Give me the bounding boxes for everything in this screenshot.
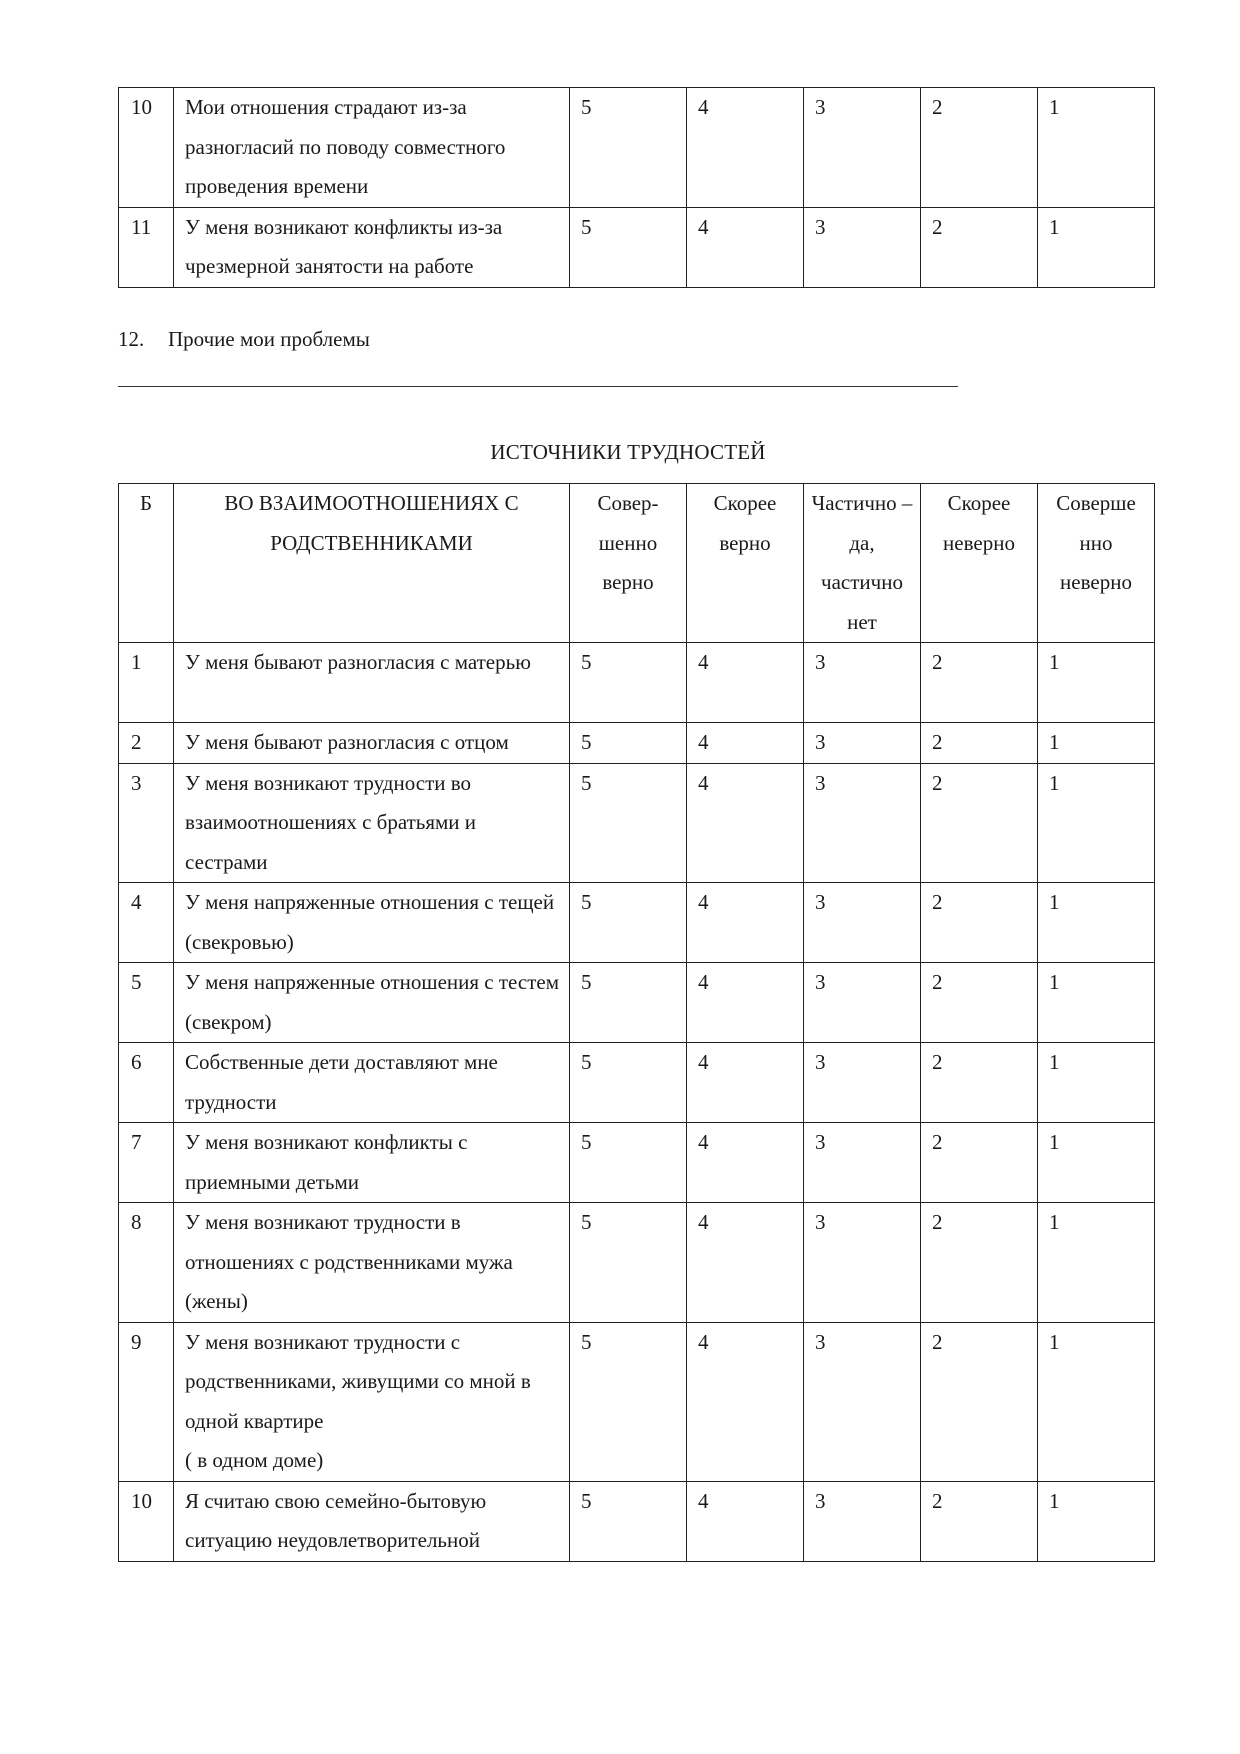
score-1: 1 bbox=[1038, 1481, 1155, 1561]
header-col-fully-true: Совер-шенно верно bbox=[570, 484, 687, 643]
table-row bbox=[119, 1203, 1155, 1323]
score-3: 3 bbox=[804, 88, 921, 208]
score-3: 3 bbox=[804, 1043, 921, 1123]
score-2: 2 bbox=[921, 723, 1038, 764]
table-row bbox=[119, 763, 1155, 883]
other-problems-item bbox=[118, 324, 370, 354]
item-label: Прочие мои проблемы bbox=[168, 327, 370, 351]
row-statement: У меня бывают разногласия с матерью bbox=[174, 643, 570, 723]
score-1: 1 bbox=[1038, 763, 1155, 883]
item-number: 12. bbox=[118, 327, 145, 351]
table-row bbox=[119, 1322, 1155, 1481]
row-number: 8 bbox=[119, 1203, 174, 1323]
score-3: 3 bbox=[804, 207, 921, 287]
score-3: 3 bbox=[804, 1322, 921, 1481]
score-3: 3 bbox=[804, 1123, 921, 1203]
score-2: 2 bbox=[921, 1322, 1038, 1481]
score-4: 4 bbox=[687, 1322, 804, 1481]
score-2: 2 bbox=[921, 643, 1038, 723]
score-5: 5 bbox=[570, 723, 687, 764]
score-4: 4 bbox=[687, 963, 804, 1043]
score-4: 4 bbox=[687, 1043, 804, 1123]
score-4: 4 bbox=[687, 723, 804, 764]
score-5: 5 bbox=[570, 763, 687, 883]
table-row bbox=[119, 963, 1155, 1043]
header-title: ВО ВЗАИМООТНОШЕНИЯХ С РОДСТВЕННИКАМИ bbox=[174, 484, 570, 643]
score-1: 1 bbox=[1038, 643, 1155, 723]
row-number: 11 bbox=[119, 207, 174, 287]
table-row bbox=[119, 88, 1155, 208]
row-number: 5 bbox=[119, 963, 174, 1043]
header-col-rather-false: Скорее неверно bbox=[921, 484, 1038, 643]
row-statement: У меня бывают разногласия с отцом bbox=[174, 723, 570, 764]
row-statement: У меня напряженные отношения с тещей (свекровью) bbox=[174, 883, 570, 963]
row-number: 1 bbox=[119, 643, 174, 723]
row-statement: Я считаю свою семейно-бытовую ситуацию неудовлетворительной bbox=[174, 1481, 570, 1561]
score-1: 1 bbox=[1038, 207, 1155, 287]
table-row bbox=[119, 883, 1155, 963]
row-statement: Собственные дети доставляют мне трудности bbox=[174, 1043, 570, 1123]
row-statement-main: У меня возникают трудности с родственниками, живущими со мной в одной квартире bbox=[185, 1329, 531, 1433]
answer-fill-line[interactable] bbox=[118, 386, 958, 387]
row-number: 10 bbox=[119, 88, 174, 208]
score-3: 3 bbox=[804, 763, 921, 883]
row-number: 4 bbox=[119, 883, 174, 963]
score-1: 1 bbox=[1038, 1043, 1155, 1123]
score-4: 4 bbox=[687, 763, 804, 883]
score-2: 2 bbox=[921, 763, 1038, 883]
row-number: 9 bbox=[119, 1322, 174, 1481]
score-1: 1 bbox=[1038, 1203, 1155, 1323]
score-2: 2 bbox=[921, 963, 1038, 1043]
score-3: 3 bbox=[804, 643, 921, 723]
score-3: 3 bbox=[804, 883, 921, 963]
header-col-fully-false: Соверше нно неверно bbox=[1038, 484, 1155, 643]
score-5: 5 bbox=[570, 643, 687, 723]
score-4: 4 bbox=[687, 1203, 804, 1323]
score-4: 4 bbox=[687, 643, 804, 723]
score-5: 5 bbox=[570, 883, 687, 963]
score-1: 1 bbox=[1038, 1322, 1155, 1481]
score-3: 3 bbox=[804, 1481, 921, 1561]
row-number: 3 bbox=[119, 763, 174, 883]
score-1: 1 bbox=[1038, 883, 1155, 963]
score-5: 5 bbox=[570, 1203, 687, 1323]
header-col-rather-true: Скорее верно bbox=[687, 484, 804, 643]
row-statement: Мои отношения страдают из-за разногласий по поводу совместного проведения времени bbox=[174, 88, 570, 208]
header-code: Б bbox=[119, 484, 174, 643]
score-4: 4 bbox=[687, 1481, 804, 1561]
header-col-partially: Частично – да, частично нет bbox=[804, 484, 921, 643]
top-table bbox=[118, 87, 1155, 288]
score-4: 4 bbox=[687, 883, 804, 963]
score-3: 3 bbox=[804, 963, 921, 1043]
score-2: 2 bbox=[921, 207, 1038, 287]
score-4: 4 bbox=[687, 88, 804, 208]
score-1: 1 bbox=[1038, 963, 1155, 1043]
table-row bbox=[119, 643, 1155, 723]
row-statement: У меня возникают конфликты с приемными детьми bbox=[174, 1123, 570, 1203]
row-number: 2 bbox=[119, 723, 174, 764]
row-statement: У меня напряженные отношения с тестем (свекром) bbox=[174, 963, 570, 1043]
score-5: 5 bbox=[570, 88, 687, 208]
table-row bbox=[119, 207, 1155, 287]
score-5: 5 bbox=[570, 1322, 687, 1481]
relatives-table bbox=[118, 483, 1155, 1562]
score-2: 2 bbox=[921, 88, 1038, 208]
score-2: 2 bbox=[921, 1123, 1038, 1203]
score-5: 5 bbox=[570, 963, 687, 1043]
table-row bbox=[119, 1481, 1155, 1561]
score-2: 2 bbox=[921, 1043, 1038, 1123]
row-statement: У меня возникают трудности в отношениях с родственниками мужа (жены) bbox=[174, 1203, 570, 1323]
score-4: 4 bbox=[687, 207, 804, 287]
score-5: 5 bbox=[570, 1481, 687, 1561]
table-row bbox=[119, 1123, 1155, 1203]
row-statement: У меня возникают конфликты из-за чрезмерной занятости на работе bbox=[174, 207, 570, 287]
row-number: 6 bbox=[119, 1043, 174, 1123]
score-2: 2 bbox=[921, 1203, 1038, 1323]
score-1: 1 bbox=[1038, 1123, 1155, 1203]
table-row bbox=[119, 1043, 1155, 1123]
score-5: 5 bbox=[570, 1123, 687, 1203]
table-header-row bbox=[119, 484, 1155, 643]
row-statement-note: ( в одном доме) bbox=[185, 1448, 324, 1472]
score-1: 1 bbox=[1038, 723, 1155, 764]
score-1: 1 bbox=[1038, 88, 1155, 208]
score-5: 5 bbox=[570, 207, 687, 287]
row-statement: У меня возникают трудности во взаимоотношениях с братьями и сестрами bbox=[174, 763, 570, 883]
score-4: 4 bbox=[687, 1123, 804, 1203]
row-statement bbox=[174, 1322, 570, 1481]
section-title: ИСТОЧНИКИ ТРУДНОСТЕЙ bbox=[490, 440, 766, 464]
score-3: 3 bbox=[804, 1203, 921, 1323]
score-3: 3 bbox=[804, 723, 921, 764]
table-row bbox=[119, 723, 1155, 764]
row-number: 10 bbox=[119, 1481, 174, 1561]
score-2: 2 bbox=[921, 1481, 1038, 1561]
score-5: 5 bbox=[570, 1043, 687, 1123]
row-number: 7 bbox=[119, 1123, 174, 1203]
score-2: 2 bbox=[921, 883, 1038, 963]
